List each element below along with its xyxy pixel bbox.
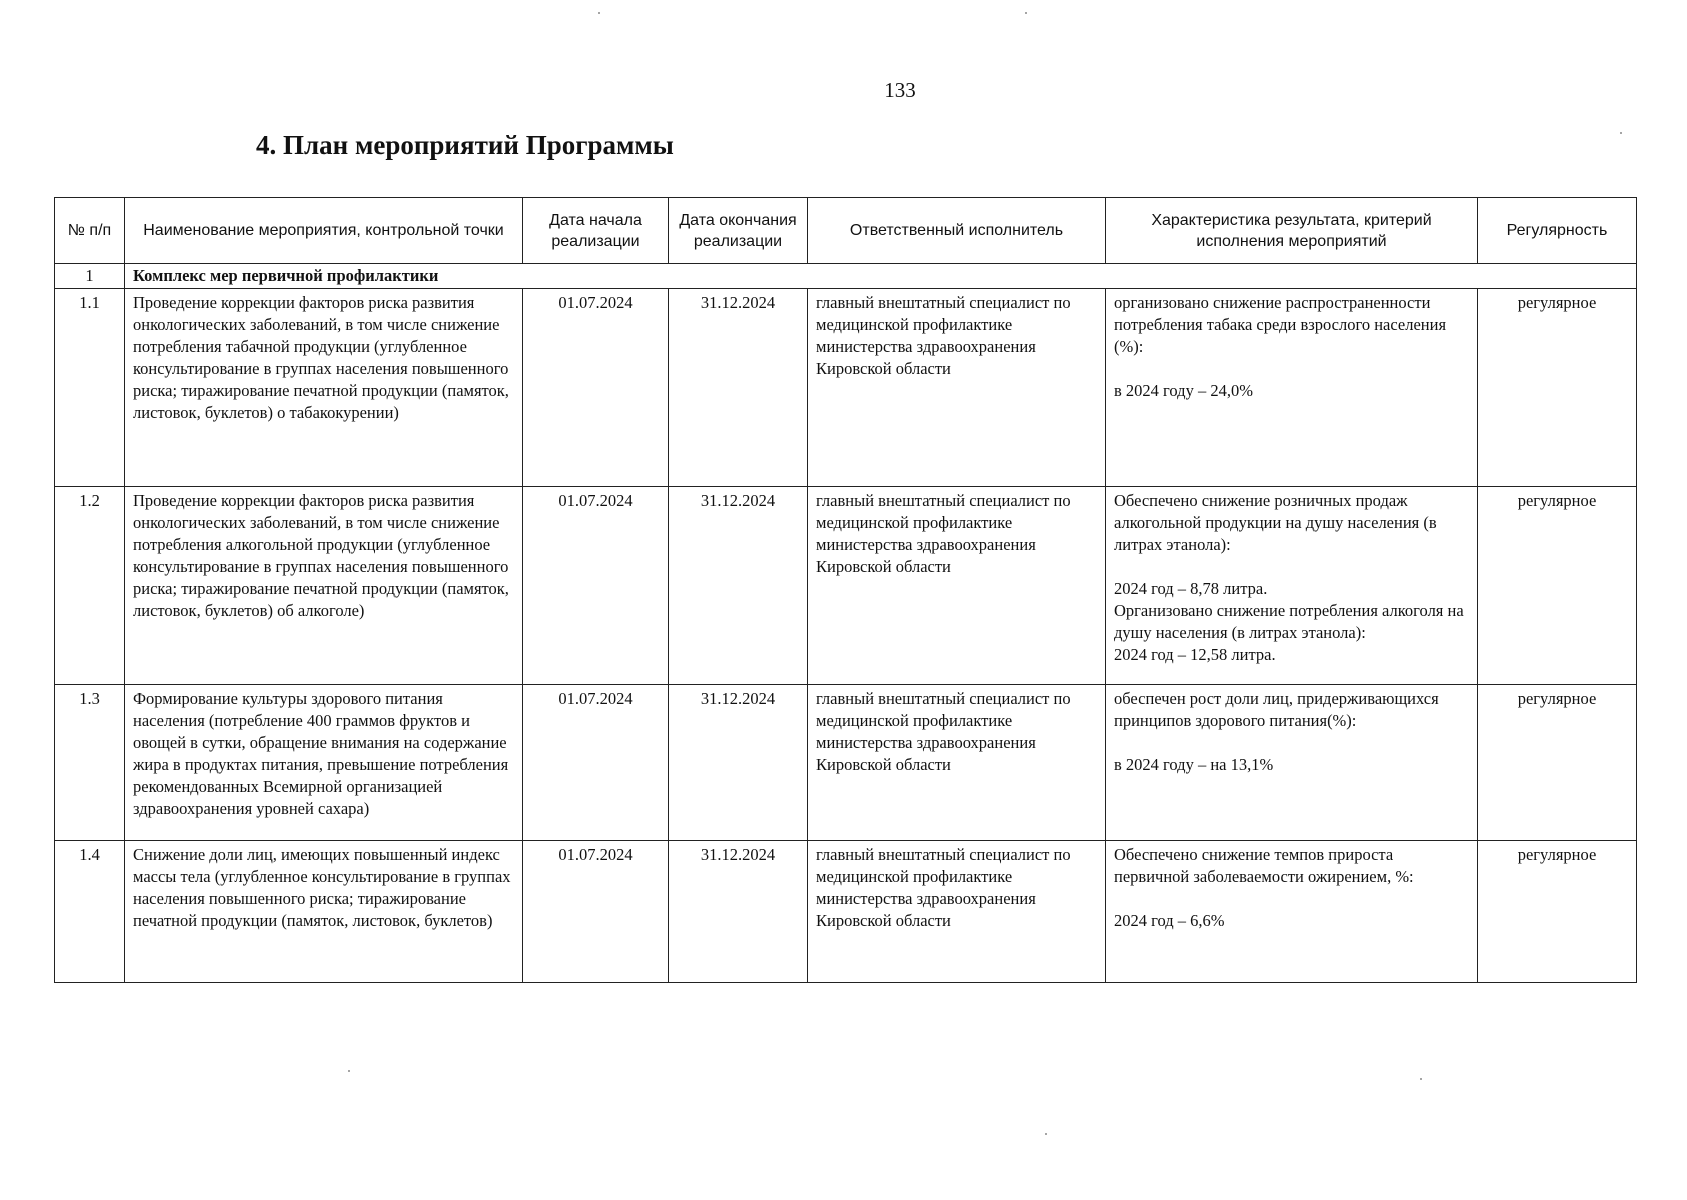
scan-speck: [1045, 1133, 1047, 1135]
result-line: Организовано снижение потребления алкоголя на душу населения (в литрах этанола):: [1114, 601, 1464, 642]
scan-speck: [1420, 1078, 1422, 1080]
header-name: Наименование мероприятия, контрольной точки: [125, 198, 523, 264]
table-row: [55, 841, 1637, 983]
result-line: Обеспечено снижение темпов прироста первичной заболеваемости ожирением, %:: [1114, 845, 1414, 886]
row-start-date: 01.07.2024: [523, 685, 669, 841]
row-name: Формирование культуры здорового питания населения (потребление 400 граммов фруктов и овощей в сутки, обращение внимания на содержание жира в продуктах питания, превышение потребления рекомендованных Всемирной организацией здравоохранения уровней сахара): [125, 685, 523, 841]
row-executor: главный внештатный специалист по медицинской профилактике министерства здравоохранения Кировской области: [808, 841, 1106, 983]
row-num: 1.2: [55, 487, 125, 685]
row-num: 1.3: [55, 685, 125, 841]
row-start-date: 01.07.2024: [523, 841, 669, 983]
row-regularity: регулярное: [1478, 841, 1637, 983]
row-end-date: 31.12.2024: [669, 487, 808, 685]
result-line: 2024 год – 8,78 литра.: [1114, 579, 1268, 598]
row-start-date: 01.07.2024: [523, 289, 669, 487]
row-result: [1106, 289, 1478, 487]
table-row: [55, 289, 1637, 487]
scan-speck: [1025, 12, 1027, 14]
section-row: [55, 264, 1637, 289]
row-regularity: регулярное: [1478, 487, 1637, 685]
scan-speck: [348, 1070, 350, 1072]
row-num: 1.4: [55, 841, 125, 983]
header-executor: Ответственный исполнитель: [808, 198, 1106, 264]
result-line: организовано снижение распространенности потребления табака среди взрослого населения (%):: [1114, 293, 1447, 356]
result-line: в 2024 году – 24,0%: [1114, 381, 1253, 400]
row-name: Проведение коррекции факторов риска развития онкологических заболеваний, в том числе снижение потребления алкогольной продукции (углубленное консультирование в группах населения повышенного риска; тиражирование печатной продукции (памяток, листовок, буклетов) об алкоголе): [125, 487, 523, 685]
result-line: обеспечен рост доли лиц, придерживающихся принципов здорового питания(%):: [1114, 689, 1439, 730]
section-title: 4. План мероприятий Программы: [256, 130, 674, 160]
result-line: 2024 год – 12,58 литра.: [1114, 645, 1276, 664]
row-name: Снижение доли лиц, имеющих повышенный индекс массы тела (углубленное консультирование в группах населения повышенного риска; тиражирование печатной продукции (памяток, листовок, буклетов): [125, 841, 523, 983]
row-regularity: регулярное: [1478, 289, 1637, 487]
row-num: 1.1: [55, 289, 125, 487]
plan-table: [54, 197, 1637, 983]
header-end-date: Дата окончания реализации: [669, 198, 808, 264]
result-line: в 2024 году – на 13,1%: [1114, 755, 1274, 774]
page-number: 133: [884, 78, 916, 102]
row-regularity: регулярное: [1478, 685, 1637, 841]
result-line: Обеспечено снижение розничных продаж алкогольной продукции на душу населения (в литрах этанола):: [1114, 491, 1437, 554]
result-line: 2024 год – 6,6%: [1114, 911, 1225, 930]
table-row: [55, 487, 1637, 685]
row-executor: главный внештатный специалист по медицинской профилактике министерства здравоохранения Кировской области: [808, 289, 1106, 487]
row-result: [1106, 685, 1478, 841]
section-name: Комплекс мер первичной профилактики: [125, 264, 1637, 289]
row-result: [1106, 487, 1478, 685]
header-num: № п/п: [55, 198, 125, 264]
row-start-date: 01.07.2024: [523, 487, 669, 685]
table-header-row: [55, 198, 1637, 264]
row-end-date: 31.12.2024: [669, 685, 808, 841]
row-name: Проведение коррекции факторов риска развития онкологических заболеваний, в том числе снижение потребления табачной продукции (углубленное консультирование в группах населения повышенного риска; тиражирование печатной продукции (памяток, листовок, буклетов) о табакокурении): [125, 289, 523, 487]
row-end-date: 31.12.2024: [669, 841, 808, 983]
row-result: [1106, 841, 1478, 983]
header-regularity: Регулярность: [1478, 198, 1637, 264]
section-num: 1: [55, 264, 125, 289]
row-end-date: 31.12.2024: [669, 289, 808, 487]
row-executor: главный внештатный специалист по медицинской профилактике министерства здравоохранения Кировской области: [808, 487, 1106, 685]
scan-speck: [1620, 132, 1622, 134]
header-start-date: Дата начала реализации: [523, 198, 669, 264]
table-row: [55, 685, 1637, 841]
header-result: Характеристика результата, критерий исполнения мероприятий: [1106, 198, 1478, 264]
scan-speck: [598, 12, 600, 14]
row-executor: главный внештатный специалист по медицинской профилактике министерства здравоохранения Кировской области: [808, 685, 1106, 841]
